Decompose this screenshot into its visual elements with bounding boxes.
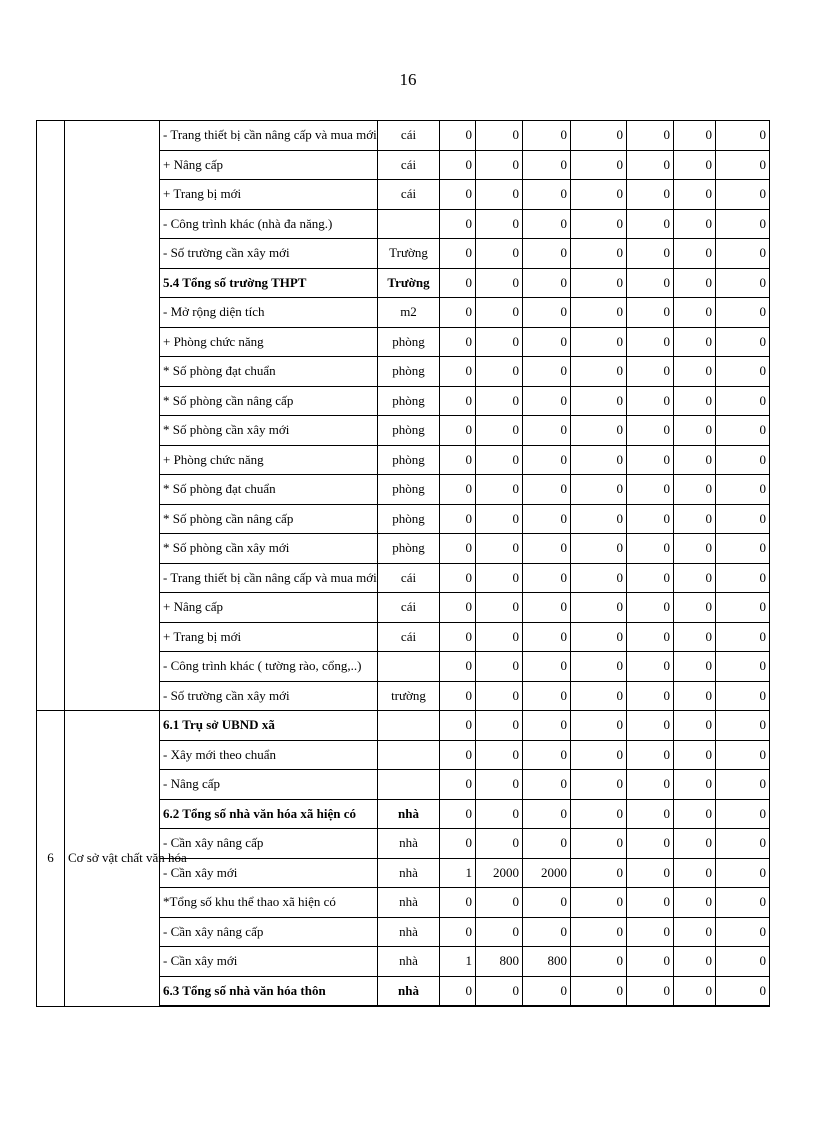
- value-cell: 0: [523, 298, 571, 328]
- value-cell: 0: [716, 298, 770, 328]
- value-cell: 0: [440, 593, 476, 623]
- value-cell: 0: [523, 740, 571, 770]
- value-cell: 0: [716, 888, 770, 918]
- item-label: + Trang bị mới: [160, 622, 378, 652]
- value-cell: 0: [476, 770, 523, 800]
- unit-cell: nhà: [378, 976, 440, 1006]
- value-cell: 0: [674, 475, 716, 505]
- value-cell: 0: [716, 416, 770, 446]
- value-cell: 0: [571, 888, 627, 918]
- value-cell: 0: [627, 829, 674, 859]
- value-cell: 0: [674, 504, 716, 534]
- value-cell: 0: [674, 652, 716, 682]
- unit-cell: phòng: [378, 534, 440, 564]
- unit-cell: nhà: [378, 947, 440, 977]
- value-cell: 0: [674, 799, 716, 829]
- value-cell: 0: [674, 947, 716, 977]
- unit-cell: phòng: [378, 416, 440, 446]
- value-cell: 0: [674, 357, 716, 387]
- item-label: - Nâng cấp: [160, 770, 378, 800]
- unit-cell: [378, 209, 440, 239]
- item-label: - Cần xây mới: [160, 947, 378, 977]
- value-cell: 0: [523, 180, 571, 210]
- value-cell: 0: [716, 209, 770, 239]
- value-cell: 0: [523, 563, 571, 593]
- value-cell: 0: [674, 858, 716, 888]
- value-cell: 0: [476, 209, 523, 239]
- value-cell: 0: [440, 681, 476, 711]
- unit-cell: nhà: [378, 888, 440, 918]
- value-cell: 0: [571, 416, 627, 446]
- table-body: [37, 121, 770, 1007]
- value-cell: 0: [476, 357, 523, 387]
- value-cell: 0: [716, 917, 770, 947]
- value-cell: 0: [716, 947, 770, 977]
- value-cell: 0: [674, 770, 716, 800]
- value-cell: 0: [476, 121, 523, 151]
- value-cell: 0: [674, 622, 716, 652]
- value-cell: 0: [476, 711, 523, 741]
- value-cell: 0: [476, 593, 523, 623]
- value-cell: 0: [571, 829, 627, 859]
- value-cell: 0: [627, 121, 674, 151]
- item-label: 6.3 Tổng số nhà văn hóa thôn: [160, 976, 378, 1006]
- value-cell: 0: [716, 770, 770, 800]
- value-cell: 0: [440, 888, 476, 918]
- value-cell: 0: [674, 239, 716, 269]
- value-cell: 0: [523, 209, 571, 239]
- table-row: [37, 121, 770, 151]
- value-cell: 0: [571, 711, 627, 741]
- value-cell: 0: [476, 504, 523, 534]
- item-label: + Trang bị mới: [160, 180, 378, 210]
- value-cell: 0: [627, 209, 674, 239]
- unit-cell: cái: [378, 563, 440, 593]
- value-cell: 0: [440, 180, 476, 210]
- value-cell: 0: [476, 298, 523, 328]
- value-cell: 0: [674, 681, 716, 711]
- value-cell: 0: [716, 711, 770, 741]
- unit-cell: nhà: [378, 799, 440, 829]
- value-cell: 0: [476, 976, 523, 1006]
- value-cell: 0: [716, 180, 770, 210]
- value-cell: 0: [440, 917, 476, 947]
- unit-cell: nhà: [378, 858, 440, 888]
- value-cell: 0: [716, 563, 770, 593]
- page-number: 16: [399, 70, 417, 89]
- value-cell: 800: [476, 947, 523, 977]
- value-cell: 0: [716, 593, 770, 623]
- value-cell: 0: [571, 799, 627, 829]
- value-cell: 0: [523, 652, 571, 682]
- value-cell: 0: [476, 740, 523, 770]
- unit-cell: phòng: [378, 504, 440, 534]
- value-cell: 0: [627, 386, 674, 416]
- item-label: * Số phòng đạt chuẩn: [160, 357, 378, 387]
- value-cell: 0: [627, 445, 674, 475]
- value-cell: 0: [440, 740, 476, 770]
- value-cell: 0: [476, 327, 523, 357]
- value-cell: 0: [571, 180, 627, 210]
- value-cell: 0: [523, 239, 571, 269]
- value-cell: 0: [627, 416, 674, 446]
- value-cell: 0: [716, 475, 770, 505]
- value-cell: 0: [627, 150, 674, 180]
- value-cell: 0: [571, 593, 627, 623]
- value-cell: 0: [716, 268, 770, 298]
- value-cell: 0: [674, 209, 716, 239]
- unit-cell: [378, 652, 440, 682]
- value-cell: 0: [674, 888, 716, 918]
- value-cell: 0: [674, 829, 716, 859]
- value-cell: 0: [627, 799, 674, 829]
- unit-cell: phòng: [378, 386, 440, 416]
- value-cell: 0: [571, 504, 627, 534]
- value-cell: 0: [440, 327, 476, 357]
- value-cell: 0: [571, 652, 627, 682]
- value-cell: 0: [674, 445, 716, 475]
- unit-cell: nhà: [378, 917, 440, 947]
- value-cell: 0: [627, 357, 674, 387]
- item-label: - Công trình khác ( tường rào, cổng,..): [160, 652, 378, 682]
- value-cell: 0: [440, 829, 476, 859]
- value-cell: 0: [440, 150, 476, 180]
- value-cell: 0: [716, 150, 770, 180]
- item-label: + Nâng cấp: [160, 150, 378, 180]
- value-cell: 0: [440, 121, 476, 151]
- value-cell: 0: [716, 976, 770, 1006]
- value-cell: 0: [571, 740, 627, 770]
- item-label: - Số trường cần xây mới: [160, 239, 378, 269]
- value-cell: 0: [523, 888, 571, 918]
- value-cell: 0: [440, 976, 476, 1006]
- value-cell: 0: [523, 268, 571, 298]
- value-cell: 0: [674, 298, 716, 328]
- value-cell: 0: [716, 445, 770, 475]
- value-cell: 0: [523, 770, 571, 800]
- value-cell: 0: [627, 917, 674, 947]
- value-cell: 0: [440, 386, 476, 416]
- item-label: 6.2 Tổng số nhà văn hóa xã hiện có: [160, 799, 378, 829]
- value-cell: 0: [571, 150, 627, 180]
- value-cell: 0: [627, 268, 674, 298]
- value-cell: 0: [571, 298, 627, 328]
- value-cell: 0: [627, 563, 674, 593]
- value-cell: 0: [440, 357, 476, 387]
- value-cell: 0: [523, 711, 571, 741]
- value-cell: 0: [476, 917, 523, 947]
- value-cell: 0: [571, 770, 627, 800]
- table-row: [37, 711, 770, 741]
- unit-cell: [378, 770, 440, 800]
- value-cell: 800: [523, 947, 571, 977]
- value-cell: 0: [523, 681, 571, 711]
- value-cell: 0: [571, 622, 627, 652]
- value-cell: 0: [627, 593, 674, 623]
- value-cell: 0: [674, 150, 716, 180]
- value-cell: 0: [571, 445, 627, 475]
- value-cell: 0: [440, 770, 476, 800]
- value-cell: 0: [674, 593, 716, 623]
- value-cell: 0: [674, 121, 716, 151]
- category-cell: Cơ sở vật chất văn hóa: [65, 711, 160, 1007]
- value-cell: 0: [523, 121, 571, 151]
- value-cell: 0: [571, 858, 627, 888]
- value-cell: 0: [627, 888, 674, 918]
- value-cell: 0: [716, 504, 770, 534]
- item-label: + Phòng chức năng: [160, 445, 378, 475]
- value-cell: 0: [440, 534, 476, 564]
- item-label: * Số phòng cần nâng cấp: [160, 386, 378, 416]
- value-cell: 0: [523, 475, 571, 505]
- value-cell: 0: [440, 445, 476, 475]
- value-cell: 0: [627, 239, 674, 269]
- value-cell: 0: [440, 504, 476, 534]
- item-label: *Tổng số khu thể thao xã hiện có: [160, 888, 378, 918]
- value-cell: 0: [627, 504, 674, 534]
- unit-cell: phòng: [378, 357, 440, 387]
- unit-cell: [378, 711, 440, 741]
- value-cell: 0: [476, 268, 523, 298]
- unit-cell: Trường: [378, 239, 440, 269]
- value-cell: 2000: [523, 858, 571, 888]
- value-cell: 0: [674, 180, 716, 210]
- value-cell: 0: [440, 711, 476, 741]
- item-label: + Phòng chức năng: [160, 327, 378, 357]
- value-cell: 0: [440, 563, 476, 593]
- value-cell: 0: [571, 681, 627, 711]
- value-cell: 0: [716, 386, 770, 416]
- value-cell: 0: [716, 622, 770, 652]
- value-cell: 0: [627, 740, 674, 770]
- value-cell: 0: [476, 416, 523, 446]
- value-cell: 0: [440, 268, 476, 298]
- unit-cell: cái: [378, 150, 440, 180]
- item-label: - Cần xây nâng cấp: [160, 917, 378, 947]
- value-cell: 0: [440, 652, 476, 682]
- value-cell: 0: [716, 740, 770, 770]
- value-cell: 0: [440, 416, 476, 446]
- value-cell: 0: [716, 681, 770, 711]
- item-label: * Số phòng cần xây mới: [160, 534, 378, 564]
- value-cell: 0: [674, 711, 716, 741]
- value-cell: 0: [476, 622, 523, 652]
- value-cell: 0: [571, 976, 627, 1006]
- unit-cell: cái: [378, 121, 440, 151]
- value-cell: 0: [674, 416, 716, 446]
- value-cell: 0: [571, 475, 627, 505]
- unit-cell: phòng: [378, 445, 440, 475]
- item-label: * Số phòng cần nâng cấp: [160, 504, 378, 534]
- unit-cell: trường: [378, 681, 440, 711]
- item-label: - Trang thiết bị cần nâng cấp và mua mới: [160, 563, 378, 593]
- value-cell: 0: [674, 386, 716, 416]
- value-cell: 0: [523, 386, 571, 416]
- value-cell: 0: [674, 740, 716, 770]
- stt-cell: 6: [37, 711, 65, 1007]
- value-cell: 0: [674, 327, 716, 357]
- value-cell: 0: [674, 563, 716, 593]
- value-cell: 0: [523, 829, 571, 859]
- value-cell: 0: [523, 445, 571, 475]
- value-cell: 0: [440, 239, 476, 269]
- value-cell: 0: [523, 504, 571, 534]
- value-cell: 0: [476, 445, 523, 475]
- value-cell: 0: [523, 917, 571, 947]
- value-cell: 0: [571, 209, 627, 239]
- item-label: - Mở rộng diện tích: [160, 298, 378, 328]
- value-cell: 0: [571, 357, 627, 387]
- value-cell: 0: [523, 327, 571, 357]
- value-cell: 0: [571, 386, 627, 416]
- value-cell: 0: [716, 327, 770, 357]
- value-cell: 0: [627, 475, 674, 505]
- value-cell: 0: [627, 622, 674, 652]
- unit-cell: phòng: [378, 327, 440, 357]
- value-cell: 1: [440, 947, 476, 977]
- value-cell: 0: [571, 947, 627, 977]
- item-label: 5.4 Tổng số trường THPT: [160, 268, 378, 298]
- item-label: + Nâng cấp: [160, 593, 378, 623]
- value-cell: 1: [440, 858, 476, 888]
- value-cell: 0: [716, 829, 770, 859]
- value-cell: 0: [476, 681, 523, 711]
- value-cell: 0: [674, 976, 716, 1006]
- value-cell: 2000: [476, 858, 523, 888]
- value-cell: 0: [523, 593, 571, 623]
- value-cell: 0: [627, 976, 674, 1006]
- value-cell: 0: [716, 534, 770, 564]
- value-cell: 0: [674, 268, 716, 298]
- value-cell: 0: [523, 799, 571, 829]
- value-cell: 0: [523, 534, 571, 564]
- item-label: - Cần xây mới: [160, 858, 378, 888]
- value-cell: 0: [440, 298, 476, 328]
- value-cell: 0: [627, 711, 674, 741]
- value-cell: 0: [716, 652, 770, 682]
- value-cell: 0: [440, 209, 476, 239]
- value-cell: 0: [571, 534, 627, 564]
- unit-cell: phòng: [378, 475, 440, 505]
- unit-cell: m2: [378, 298, 440, 328]
- item-label: - Số trường cần xây mới: [160, 681, 378, 711]
- value-cell: 0: [476, 534, 523, 564]
- value-cell: 0: [476, 475, 523, 505]
- value-cell: 0: [571, 239, 627, 269]
- value-cell: 0: [674, 917, 716, 947]
- value-cell: 0: [627, 681, 674, 711]
- value-cell: 0: [476, 180, 523, 210]
- value-cell: 0: [627, 947, 674, 977]
- value-cell: 0: [523, 416, 571, 446]
- item-label: - Công trình khác (nhà đa năng.): [160, 209, 378, 239]
- value-cell: 0: [716, 858, 770, 888]
- value-cell: 0: [627, 534, 674, 564]
- value-cell: 0: [716, 799, 770, 829]
- value-cell: 0: [476, 829, 523, 859]
- value-cell: 0: [571, 917, 627, 947]
- item-label: 6.1 Trụ sở UBND xã: [160, 711, 378, 741]
- value-cell: 0: [440, 622, 476, 652]
- stt-cell-blank: [37, 121, 65, 711]
- value-cell: 0: [716, 239, 770, 269]
- unit-cell: cái: [378, 622, 440, 652]
- value-cell: 0: [627, 298, 674, 328]
- unit-cell: nhà: [378, 829, 440, 859]
- category-cell-blank: [65, 121, 160, 711]
- value-cell: 0: [523, 976, 571, 1006]
- value-cell: 0: [716, 357, 770, 387]
- value-cell: 0: [627, 770, 674, 800]
- value-cell: 0: [571, 121, 627, 151]
- value-cell: 0: [523, 150, 571, 180]
- unit-cell: [378, 740, 440, 770]
- value-cell: 0: [523, 357, 571, 387]
- item-label: - Cần xây nâng cấp: [160, 829, 378, 859]
- unit-cell: cái: [378, 180, 440, 210]
- value-cell: 0: [476, 799, 523, 829]
- value-cell: 0: [476, 150, 523, 180]
- value-cell: 0: [440, 475, 476, 505]
- value-cell: 0: [571, 327, 627, 357]
- value-cell: 0: [476, 888, 523, 918]
- value-cell: 0: [571, 268, 627, 298]
- value-cell: 0: [523, 622, 571, 652]
- value-cell: 0: [627, 180, 674, 210]
- value-cell: 0: [716, 121, 770, 151]
- value-cell: 0: [627, 652, 674, 682]
- item-label: - Xây mới theo chuẩn: [160, 740, 378, 770]
- item-label: * Số phòng đạt chuẩn: [160, 475, 378, 505]
- value-cell: 0: [476, 239, 523, 269]
- value-cell: 0: [476, 386, 523, 416]
- value-cell: 0: [440, 799, 476, 829]
- value-cell: 0: [627, 327, 674, 357]
- value-cell: 0: [627, 858, 674, 888]
- value-cell: 0: [674, 534, 716, 564]
- item-label: * Số phòng cần xây mới: [160, 416, 378, 446]
- item-label: - Trang thiết bị cần nâng cấp và mua mới: [160, 121, 378, 151]
- unit-cell: cái: [378, 593, 440, 623]
- value-cell: 0: [476, 563, 523, 593]
- value-cell: 0: [571, 563, 627, 593]
- infrastructure-table: [36, 120, 770, 1007]
- value-cell: 0: [476, 652, 523, 682]
- unit-cell: Trường: [378, 268, 440, 298]
